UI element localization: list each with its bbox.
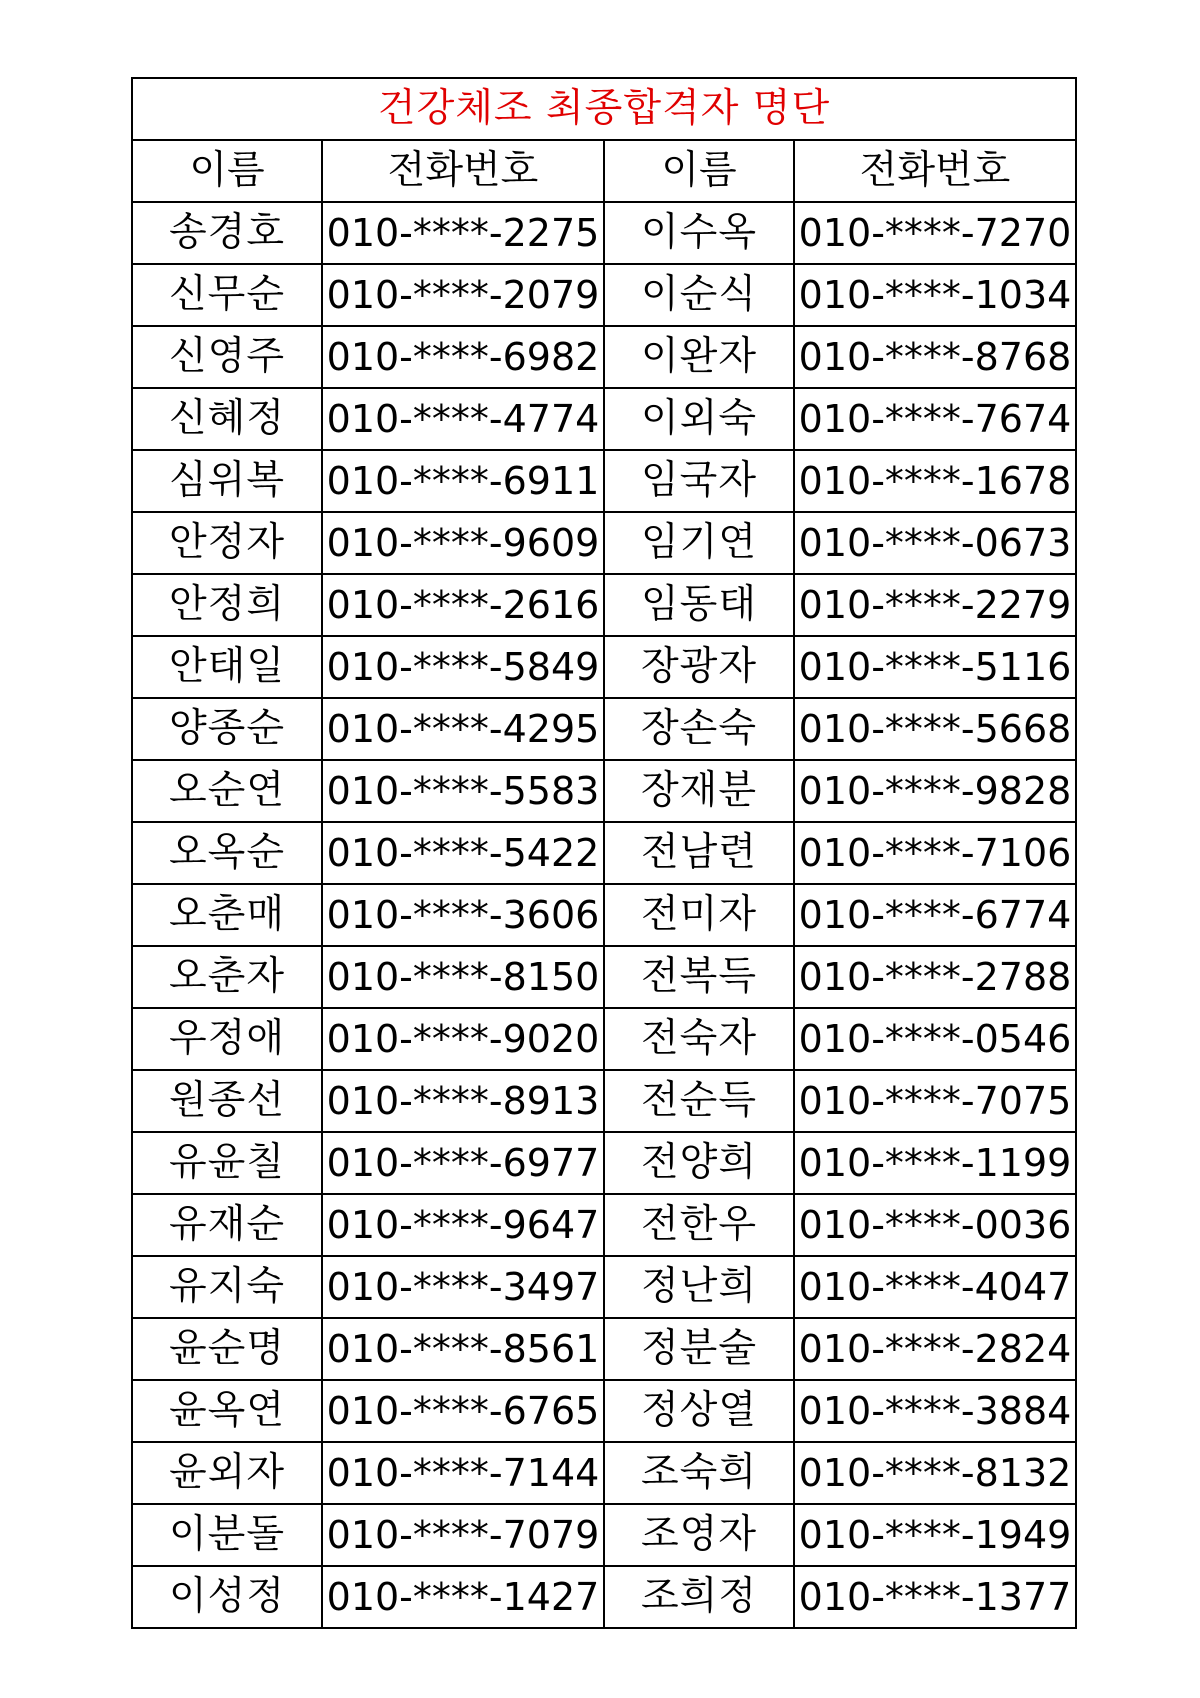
left-phone-cell: 010-****-2079 <box>322 264 604 326</box>
left-phone-cell: 010-****-6977 <box>322 1132 604 1194</box>
right-name-cell: 정상열 <box>604 1380 794 1442</box>
right-name-cell: 조희정 <box>604 1566 794 1628</box>
table-row <box>132 1566 1076 1628</box>
right-name-cell: 전순득 <box>604 1070 794 1132</box>
left-phone-cell: 010-****-8913 <box>322 1070 604 1132</box>
left-name-cell: 오춘매 <box>132 884 322 946</box>
left-name-cell: 오순연 <box>132 760 322 822</box>
right-phone-cell: 010-****-1377 <box>794 1566 1076 1628</box>
table-row <box>132 1256 1076 1318</box>
right-name-cell: 전한우 <box>604 1194 794 1256</box>
right-phone-cell: 010-****-4047 <box>794 1256 1076 1318</box>
left-name-cell: 양종순 <box>132 698 322 760</box>
left-name-cell: 윤순명 <box>132 1318 322 1380</box>
table-row <box>132 1318 1076 1380</box>
right-phone-cell: 010-****-7674 <box>794 388 1076 450</box>
table-row <box>132 1194 1076 1256</box>
right-name-cell: 임동태 <box>604 574 794 636</box>
right-name-cell: 조숙희 <box>604 1442 794 1504</box>
left-phone-cell: 010-****-5583 <box>322 760 604 822</box>
roster-body <box>132 202 1076 1628</box>
left-name-cell: 신혜정 <box>132 388 322 450</box>
right-phone-cell: 010-****-7270 <box>794 202 1076 264</box>
left-name-cell: 송경호 <box>132 202 322 264</box>
right-phone-cell: 010-****-7106 <box>794 822 1076 884</box>
right-phone-cell: 010-****-9828 <box>794 760 1076 822</box>
roster-table <box>131 77 1077 1629</box>
left-name-cell: 안정희 <box>132 574 322 636</box>
left-phone-cell: 010-****-5849 <box>322 636 604 698</box>
header-phone-right: 전화번호 <box>794 140 1076 202</box>
table-row <box>132 574 1076 636</box>
right-phone-cell: 010-****-0546 <box>794 1008 1076 1070</box>
right-phone-cell: 010-****-2824 <box>794 1318 1076 1380</box>
left-phone-cell: 010-****-2275 <box>322 202 604 264</box>
right-name-cell: 장광자 <box>604 636 794 698</box>
right-name-cell: 정난희 <box>604 1256 794 1318</box>
left-phone-cell: 010-****-6911 <box>322 450 604 512</box>
right-name-cell: 전숙자 <box>604 1008 794 1070</box>
table-row <box>132 1442 1076 1504</box>
left-phone-cell: 010-****-6982 <box>322 326 604 388</box>
table-row <box>132 1132 1076 1194</box>
left-phone-cell: 010-****-4774 <box>322 388 604 450</box>
right-name-cell: 이완자 <box>604 326 794 388</box>
right-name-cell: 장재분 <box>604 760 794 822</box>
right-name-cell: 전양희 <box>604 1132 794 1194</box>
right-name-cell: 임기연 <box>604 512 794 574</box>
left-name-cell: 유지숙 <box>132 1256 322 1318</box>
table-row <box>132 636 1076 698</box>
table-row <box>132 698 1076 760</box>
table-row <box>132 264 1076 326</box>
left-phone-cell: 010-****-1427 <box>322 1566 604 1628</box>
table-row <box>132 1504 1076 1566</box>
left-name-cell: 이분돌 <box>132 1504 322 1566</box>
right-phone-cell: 010-****-7075 <box>794 1070 1076 1132</box>
left-name-cell: 오춘자 <box>132 946 322 1008</box>
table-row <box>132 946 1076 1008</box>
left-name-cell: 오옥순 <box>132 822 322 884</box>
left-phone-cell: 010-****-9020 <box>322 1008 604 1070</box>
title-row <box>132 78 1076 140</box>
right-phone-cell: 010-****-1678 <box>794 450 1076 512</box>
right-name-cell: 정분술 <box>604 1318 794 1380</box>
left-name-cell: 안정자 <box>132 512 322 574</box>
left-phone-cell: 010-****-8561 <box>322 1318 604 1380</box>
right-name-cell: 장손숙 <box>604 698 794 760</box>
left-name-cell: 이성정 <box>132 1566 322 1628</box>
left-name-cell: 윤외자 <box>132 1442 322 1504</box>
right-phone-cell: 010-****-2788 <box>794 946 1076 1008</box>
header-phone-left: 전화번호 <box>322 140 604 202</box>
table-row <box>132 202 1076 264</box>
table-row <box>132 450 1076 512</box>
header-name-left: 이름 <box>132 140 322 202</box>
right-phone-cell: 010-****-0673 <box>794 512 1076 574</box>
header-row <box>132 140 1076 202</box>
right-name-cell: 이수옥 <box>604 202 794 264</box>
right-phone-cell: 010-****-1949 <box>794 1504 1076 1566</box>
right-name-cell: 이외숙 <box>604 388 794 450</box>
left-phone-cell: 010-****-6765 <box>322 1380 604 1442</box>
right-name-cell: 조영자 <box>604 1504 794 1566</box>
right-name-cell: 전미자 <box>604 884 794 946</box>
left-name-cell: 신영주 <box>132 326 322 388</box>
table-row <box>132 388 1076 450</box>
left-name-cell: 유재순 <box>132 1194 322 1256</box>
right-phone-cell: 010-****-0036 <box>794 1194 1076 1256</box>
table-row <box>132 326 1076 388</box>
left-name-cell: 신무순 <box>132 264 322 326</box>
table-row <box>132 1070 1076 1132</box>
table-row <box>132 512 1076 574</box>
table-row <box>132 1380 1076 1442</box>
right-phone-cell: 010-****-3884 <box>794 1380 1076 1442</box>
left-phone-cell: 010-****-4295 <box>322 698 604 760</box>
right-name-cell: 이순식 <box>604 264 794 326</box>
left-name-cell: 유윤칠 <box>132 1132 322 1194</box>
left-name-cell: 안태일 <box>132 636 322 698</box>
left-phone-cell: 010-****-2616 <box>322 574 604 636</box>
left-phone-cell: 010-****-9647 <box>322 1194 604 1256</box>
right-phone-cell: 010-****-6774 <box>794 884 1076 946</box>
table-row <box>132 822 1076 884</box>
right-name-cell: 전복득 <box>604 946 794 1008</box>
header-name-right: 이름 <box>604 140 794 202</box>
right-name-cell: 전남련 <box>604 822 794 884</box>
right-phone-cell: 010-****-8132 <box>794 1442 1076 1504</box>
right-phone-cell: 010-****-2279 <box>794 574 1076 636</box>
left-name-cell: 원종선 <box>132 1070 322 1132</box>
right-name-cell: 임국자 <box>604 450 794 512</box>
left-phone-cell: 010-****-8150 <box>322 946 604 1008</box>
right-phone-cell: 010-****-5668 <box>794 698 1076 760</box>
left-name-cell: 우정애 <box>132 1008 322 1070</box>
left-phone-cell: 010-****-5422 <box>322 822 604 884</box>
left-phone-cell: 010-****-3606 <box>322 884 604 946</box>
table-row <box>132 1008 1076 1070</box>
left-phone-cell: 010-****-7079 <box>322 1504 604 1566</box>
right-phone-cell: 010-****-1034 <box>794 264 1076 326</box>
left-phone-cell: 010-****-3497 <box>322 1256 604 1318</box>
page-title: 건강체조 최종합격자 명단 <box>132 78 1076 140</box>
left-phone-cell: 010-****-9609 <box>322 512 604 574</box>
right-phone-cell: 010-****-8768 <box>794 326 1076 388</box>
right-phone-cell: 010-****-1199 <box>794 1132 1076 1194</box>
left-phone-cell: 010-****-7144 <box>322 1442 604 1504</box>
table-row <box>132 884 1076 946</box>
table-row <box>132 760 1076 822</box>
left-name-cell: 심위복 <box>132 450 322 512</box>
left-name-cell: 윤옥연 <box>132 1380 322 1442</box>
right-phone-cell: 010-****-5116 <box>794 636 1076 698</box>
